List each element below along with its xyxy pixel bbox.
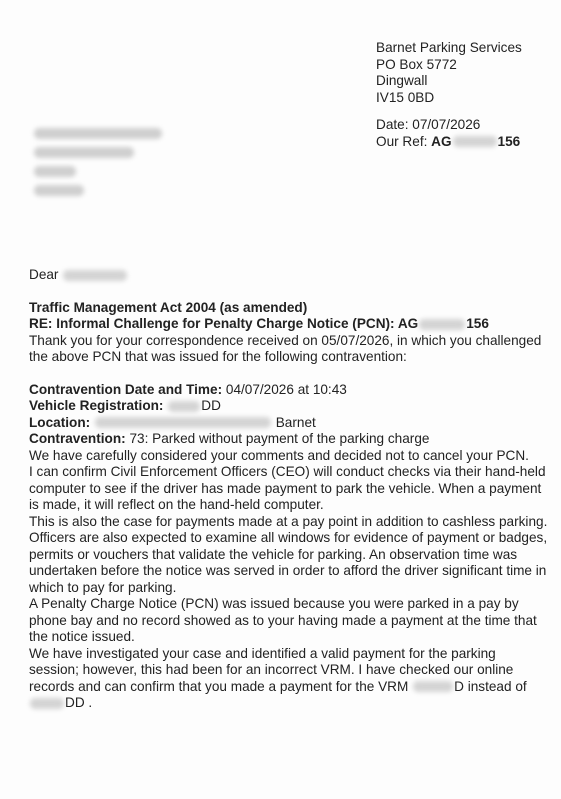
detail-location-label: Location:	[29, 414, 91, 430]
detail-contravention-value: 73: Parked without payment of the parking charge	[129, 431, 430, 446]
letter-refs	[376, 117, 520, 150]
detail-date-time	[29, 382, 549, 399]
letter-date	[376, 117, 520, 134]
subject-line-2	[29, 316, 549, 333]
date-label: Date:	[376, 117, 409, 132]
detail-location	[29, 415, 549, 432]
our-ref	[376, 134, 520, 151]
investigation-text-1: We have investigated your case and identified a valid payment for the parking session; however, this had been for an incorrect VRM. I have checked our online records and can confirm that you made a payment for the VRM	[29, 645, 514, 694]
redacted-subject-ref	[419, 319, 465, 330]
subject-line-2-prefix: RE: Informal Challenge for Penalty Charge Notice (PCN): AG	[29, 316, 419, 331]
salutation	[29, 267, 549, 284]
redacted-recipient-town	[34, 166, 76, 177]
redacted-paid-vrm	[413, 681, 453, 692]
subject-line-1: Traffic Management Act 2004 (as amended)	[29, 299, 308, 315]
redacted-recipient-name	[34, 128, 162, 139]
detail-vrm	[29, 398, 549, 415]
salutation-text: Dear	[29, 267, 59, 282]
sender-address	[376, 40, 522, 106]
sender-name: Barnet Parking Services	[376, 40, 522, 55]
redacted-actual-vrm	[30, 698, 64, 709]
redacted-vrm	[168, 401, 200, 412]
paragraph-pay-point: This is also the case for payments made at a pay point in addition to cashless parking. Officers are also expected to examine all windows for evidence of payment or badges, permits or vouchers that validate the vehicle for parking. An observation time was undertaken before the notice was served in order to afford the driver significant time in which to pay for parking.	[29, 513, 548, 595]
subject-line-2-suffix: 156	[466, 316, 489, 331]
date-value: 07/07/2026	[412, 117, 481, 132]
sender-po-box: PO Box 5772	[376, 56, 457, 72]
investigation-end: .	[88, 695, 93, 710]
detail-date-time-value: 04/07/2026 at 10:43	[225, 381, 347, 397]
detail-vrm-label: Vehicle Registration:	[29, 398, 164, 413]
paragraph-decision: We have carefully considered your comments and decided not to cancel your PCN.	[29, 447, 529, 463]
detail-contravention-label: Contravention:	[29, 431, 126, 446]
redacted-ref	[453, 136, 497, 147]
paragraph-ceo-checks: I can confirm Civil Enforcement Officers (CEO) will conduct checks via their hand-held computer to see if the driver has made payment to park the vehicle. When a payment is made, it will reflect on the hand-held computer.	[29, 464, 546, 512]
recipient-address-redacted	[33, 128, 163, 204]
our-ref-suffix: 156	[497, 133, 521, 149]
detail-contravention	[29, 431, 549, 448]
redacted-salutation-name	[63, 270, 127, 281]
redacted-location	[95, 417, 271, 428]
intro-paragraph: Thank you for your correspondence received on 05/07/2026, in which you challenged the above PCN that was issued for the following contravention:	[29, 332, 542, 364]
redacted-recipient-street	[34, 147, 134, 158]
detail-date-time-label: Contravention Date and Time:	[29, 381, 223, 397]
our-ref-label: Our Ref:	[376, 133, 428, 149]
detail-vrm-suffix: DD	[201, 398, 221, 413]
paragraph-investigation	[29, 646, 549, 712]
investigation-text-2: instead of	[467, 678, 527, 694]
subject	[29, 300, 549, 333]
contravention-details	[29, 382, 549, 448]
paragraph-pcn-reason: A Penalty Charge Notice (PCN) was issued because you were parked in a pay by phone bay and no record showed as to your having made a payment at the time that the notice issued.	[29, 596, 537, 644]
our-ref-prefix: AG	[431, 133, 452, 149]
redacted-recipient-postcode	[34, 185, 84, 196]
detail-location-suffix: Barnet	[275, 414, 316, 430]
sender-postcode: IV15 0BD	[376, 89, 435, 105]
actual-vrm-suffix: DD	[65, 695, 85, 710]
letter-body	[29, 267, 549, 712]
paid-vrm-suffix: D	[454, 678, 464, 694]
sender-town: Dingwall	[376, 73, 428, 88]
